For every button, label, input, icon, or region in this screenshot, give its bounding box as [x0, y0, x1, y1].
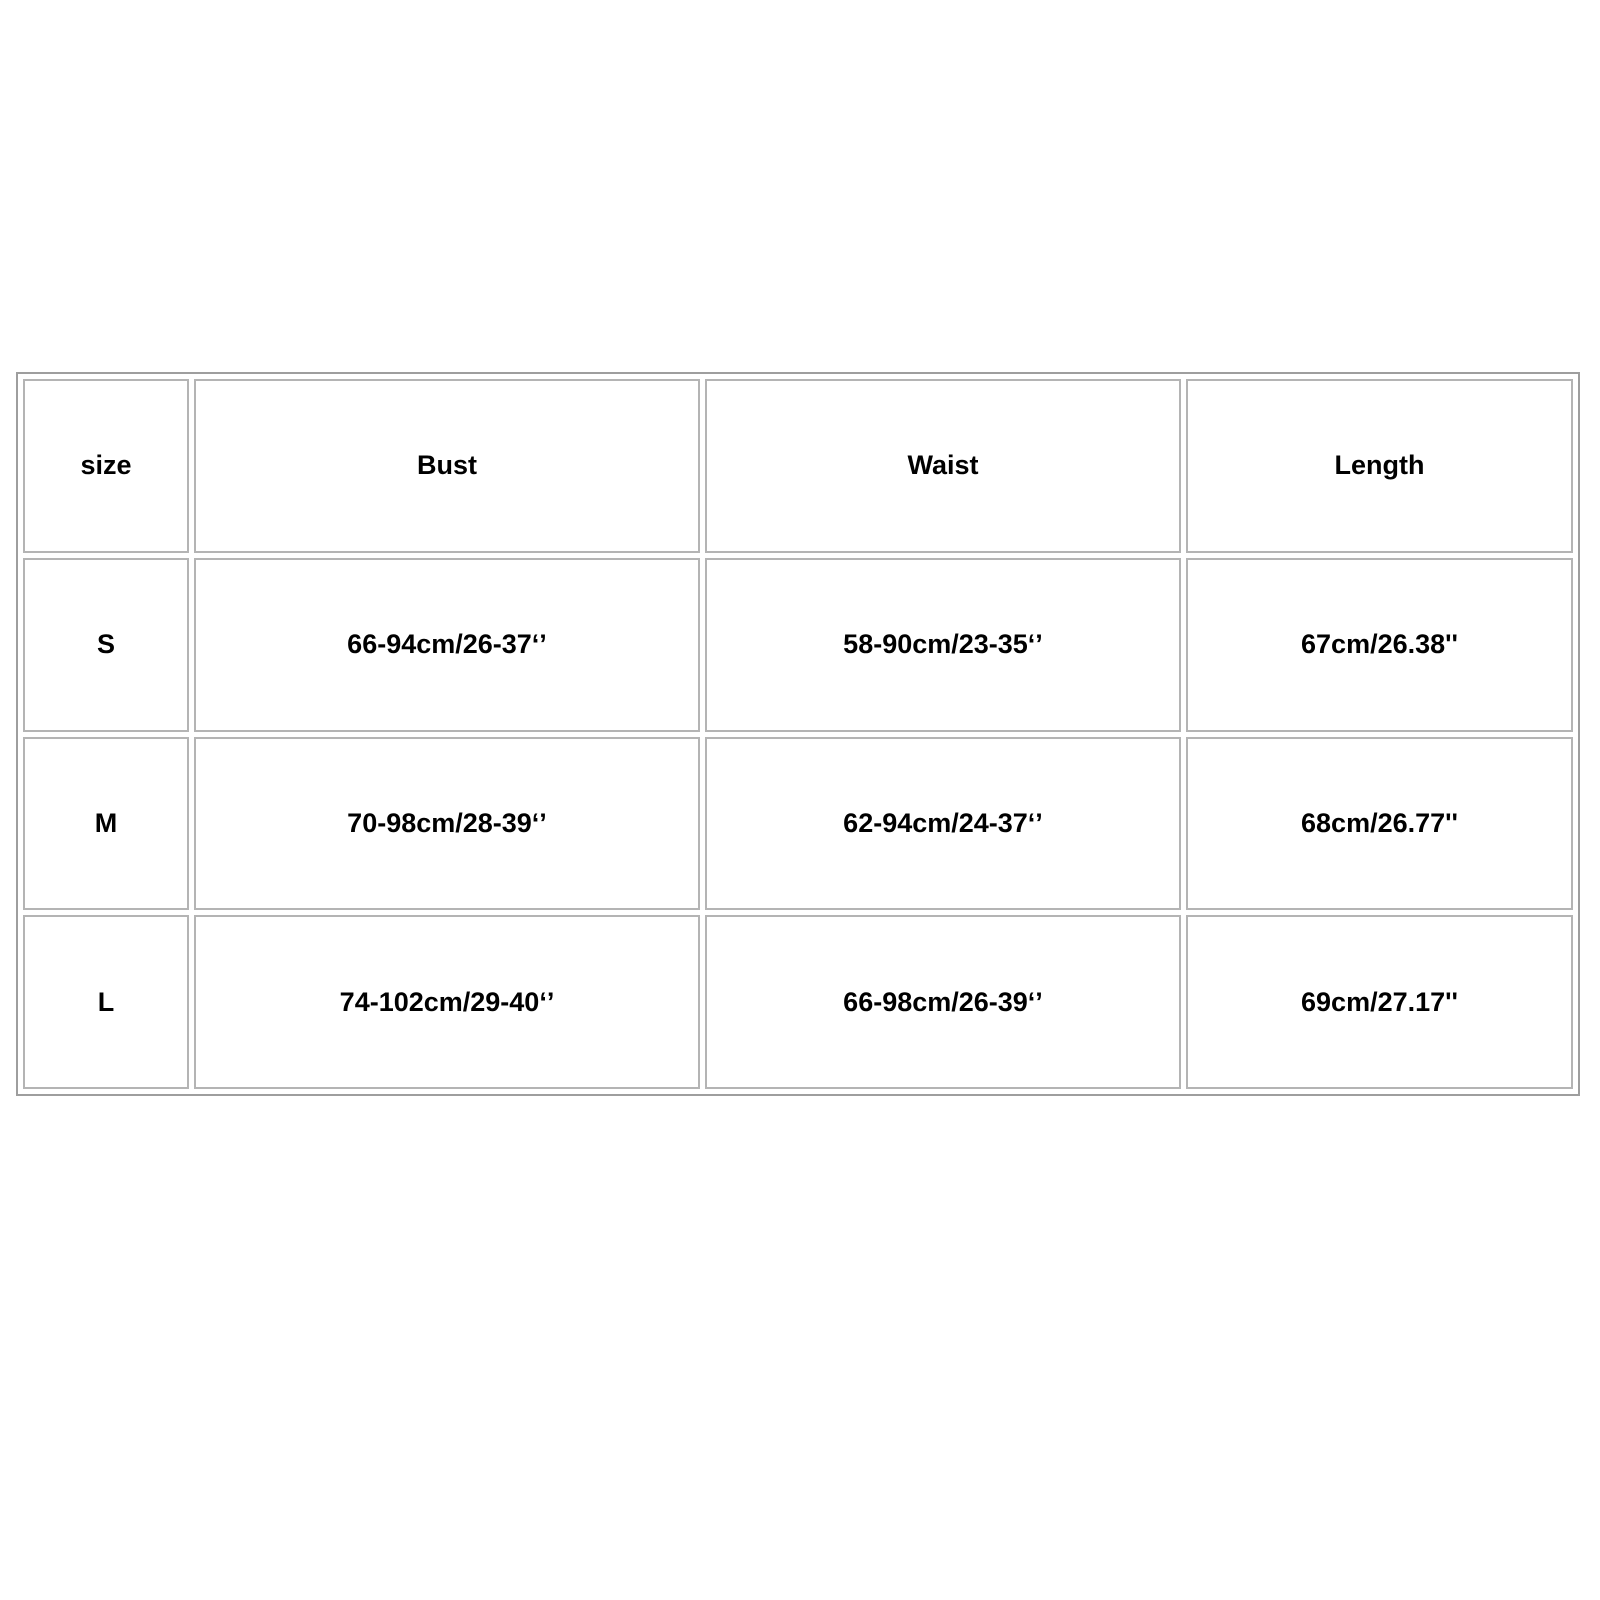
cell-waist: 62-94cm/24-37‘’ [705, 737, 1181, 911]
table-row [23, 915, 1573, 1089]
cell-waist: 58-90cm/23-35‘’ [705, 558, 1181, 732]
header-size: size [23, 379, 189, 553]
cell-length: 68cm/26.77'' [1186, 737, 1573, 911]
header-waist: Waist [705, 379, 1181, 553]
cell-waist: 66-98cm/26-39‘’ [705, 915, 1181, 1089]
cell-length: 69cm/27.17'' [1186, 915, 1573, 1089]
cell-size: M [23, 737, 189, 911]
header-row [23, 379, 1573, 553]
cell-bust: 70-98cm/28-39‘’ [194, 737, 700, 911]
cell-length: 67cm/26.38'' [1186, 558, 1573, 732]
size-chart-table [16, 372, 1580, 1096]
cell-size: S [23, 558, 189, 732]
header-bust: Bust [194, 379, 700, 553]
table-row [23, 558, 1573, 732]
cell-bust: 74-102cm/29-40‘’ [194, 915, 700, 1089]
cell-size: L [23, 915, 189, 1089]
cell-bust: 66-94cm/26-37‘’ [194, 558, 700, 732]
header-length: Length [1186, 379, 1573, 553]
table-row [23, 737, 1573, 911]
